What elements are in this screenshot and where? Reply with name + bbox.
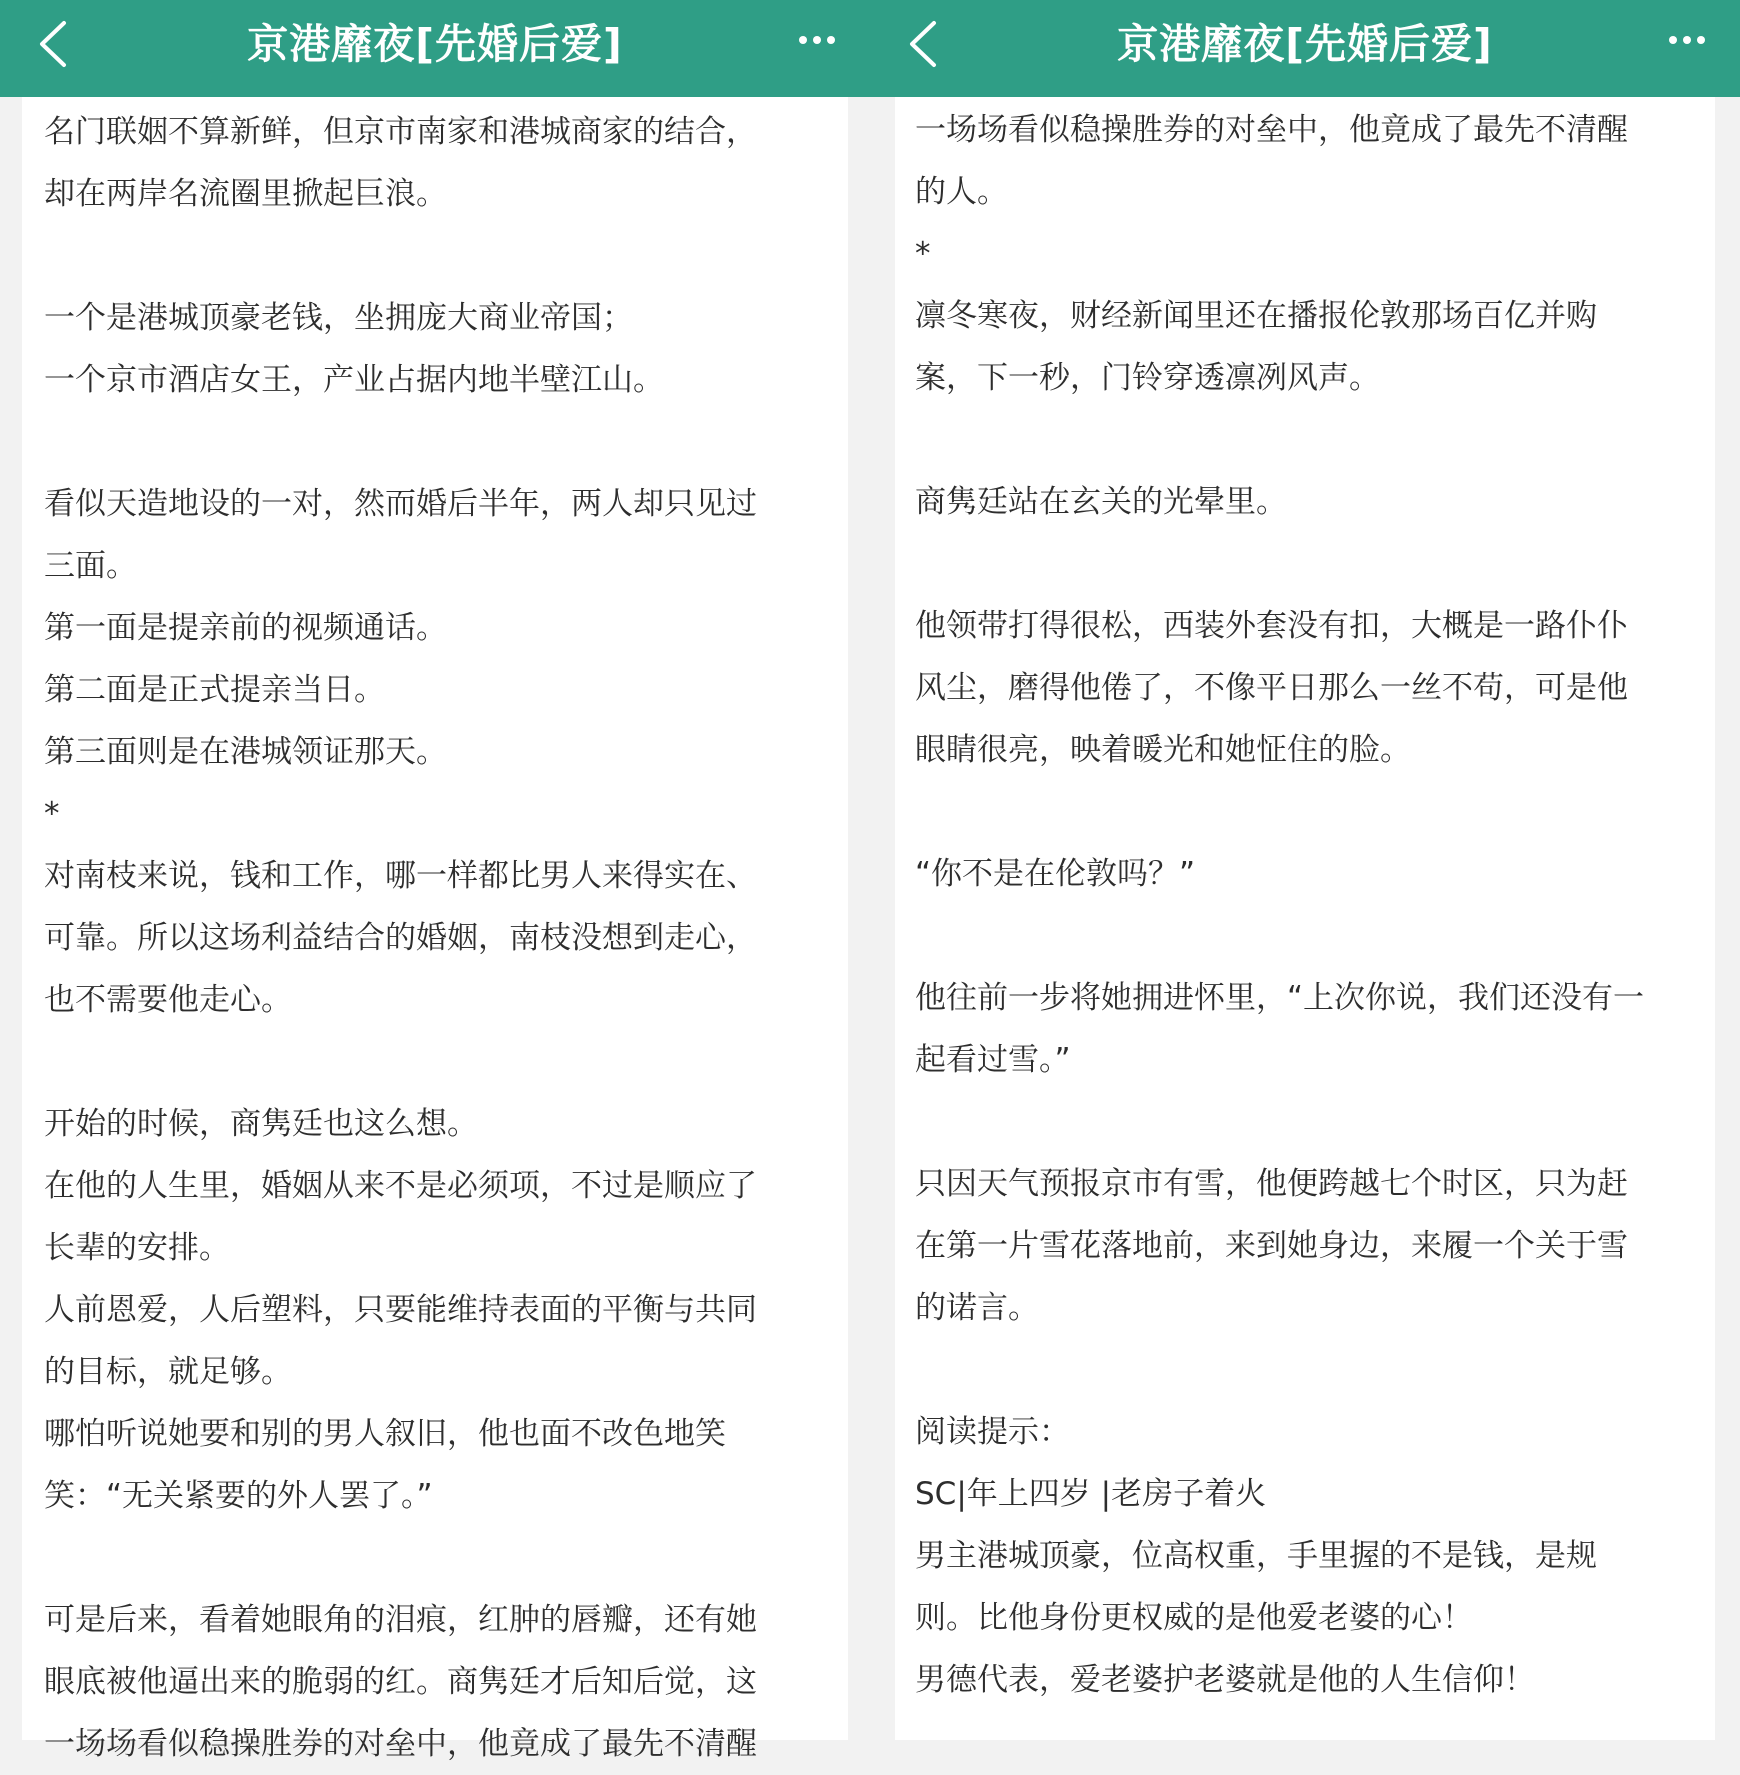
text-line: 名门联姻不算新鲜，但京市南家和港城商家的结合， [44,114,757,150]
text-line: 开始的时候，商隽廷也这么想。 [44,1106,478,1142]
text-line: 只因天气预报京市有雪，他便跨越七个时区，只为赶 [915,1166,1628,1202]
book-title: 京港靡夜[先婚后爱] [1117,19,1493,68]
paragraph-spacer [44,1031,828,1093]
chapter-text [22,97,848,1775]
chapter-text [895,97,1715,1711]
chevron-left-icon [34,19,70,73]
text-line: 男主港城顶豪，位高权重，手里握的不是钱，是规 [915,1538,1597,1574]
top-nav-bar [0,0,870,97]
more-dot [1697,36,1705,44]
text-line: 可是后来，看着她眼角的泪痕，红肿的唇瓣，还有她 [44,1602,757,1638]
text-line: 他领带打得很松，西装外套没有扣，大概是一路仆仆 [915,608,1628,644]
text-line: 人前恩爱，人后塑料，只要能维持表面的平衡与共同 [44,1292,757,1328]
text-line: 男德代表，爱老婆护老婆就是他的人生信仰！ [915,1662,1535,1698]
more-button[interactable] [1654,20,1720,60]
text-line: 在第一片雪花落地前，来到她身边，来履一个关于雪 [915,1228,1628,1264]
back-button[interactable] [892,16,952,76]
text-line: 一场场看似稳操胜券的对垒中，他竟成了最先不清醒 [44,1726,757,1762]
text-line: * [44,796,60,832]
text-line: 一个是港城顶豪老钱，坐拥庞大商业帝国； [44,300,633,336]
more-dot [827,36,835,44]
text-line: 凛冬寒夜，财经新闻里还在播报伦敦那场百亿并购 [915,298,1597,334]
text-line: 则。比他身份更权威的是他爱老婆的心！ [915,1600,1473,1636]
back-button[interactable] [22,16,82,76]
text-line: 笑：“无关紧要的外人罢了。” [44,1478,433,1514]
paragraph-spacer [44,411,828,473]
paragraph-spacer [915,905,1705,967]
text-line: 也不需要他走心。 [44,982,292,1018]
more-dot [813,36,821,44]
text-line: 的诺言。 [915,1290,1039,1326]
book-title: 京港靡夜[先婚后爱] [247,19,623,68]
text-line: 第三面则是在港城领证那天。 [44,734,447,770]
text-line: 三面。 [44,548,137,584]
text-line: 案，下一秒，门铃穿透凛冽风声。 [915,360,1380,396]
text-line: 阅读提示： [915,1414,1070,1450]
text-line: 眼睛很亮，映着暖光和她怔住的脸。 [915,732,1411,768]
more-dots-icon [799,36,807,44]
text-line: 看似天造地设的一对，然而婚后半年，两人却只见过 [44,486,757,522]
text-line: 可靠。所以这场利益结合的婚姻，南枝没想到走心， [44,920,757,956]
paragraph-spacer [915,409,1705,471]
text-line: “你不是在伦敦吗？” [915,856,1196,892]
paragraph-spacer [915,1339,1705,1401]
text-line: 的人。 [915,174,1008,210]
reader-panel-left [0,0,870,1762]
text-line: 他往前一步将她拥进怀里，“上次你说，我们还没有一 [915,980,1645,1016]
chevron-left-icon [904,19,940,73]
text-line: SC|年上四岁 |老房子着火 [915,1476,1267,1512]
text-line: * [915,236,931,272]
text-line: 起看过雪。” [915,1042,1071,1078]
text-line: 对南枝来说，钱和工作，哪一样都比男人来得实在、 [44,858,757,894]
more-button[interactable] [784,20,850,60]
text-line: 在他的人生里，婚姻从来不是必须项，不过是顺应了 [44,1168,757,1204]
text-line: 一个京市酒店女王，产业占据内地半壁江山。 [44,362,664,398]
text-line: 的目标，就足够。 [44,1354,292,1390]
text-line: 却在两岸名流圈里掀起巨浪。 [44,176,447,212]
text-line: 长辈的安排。 [44,1230,230,1266]
more-dots-icon [1669,36,1677,44]
text-line: 第一面是提亲前的视频通话。 [44,610,447,646]
text-line: 哪怕听说她要和别的男人叙旧，他也面不改色地笑 [44,1416,726,1452]
paragraph-spacer [915,1091,1705,1153]
reading-page[interactable] [22,97,848,1762]
reader-panel-right [870,0,1740,1740]
text-line: 眼底被他逼出来的脆弱的红。商隽廷才后知后觉，这 [44,1664,757,1700]
text-line: 一场场看似稳操胜券的对垒中，他竟成了最先不清醒 [915,112,1628,148]
text-line: 第二面是正式提亲当日。 [44,672,385,708]
paragraph-spacer [44,1527,828,1589]
paragraph-spacer [915,533,1705,595]
paragraph-spacer [44,225,828,287]
more-dot [1683,36,1691,44]
text-line: 商隽廷站在玄关的光晕里。 [915,484,1287,520]
text-line: 风尘，磨得他倦了，不像平日那么一丝不苟，可是他 [915,670,1628,706]
top-nav-bar [870,0,1740,97]
paragraph-spacer [915,781,1705,843]
reading-page[interactable] [895,97,1715,1740]
